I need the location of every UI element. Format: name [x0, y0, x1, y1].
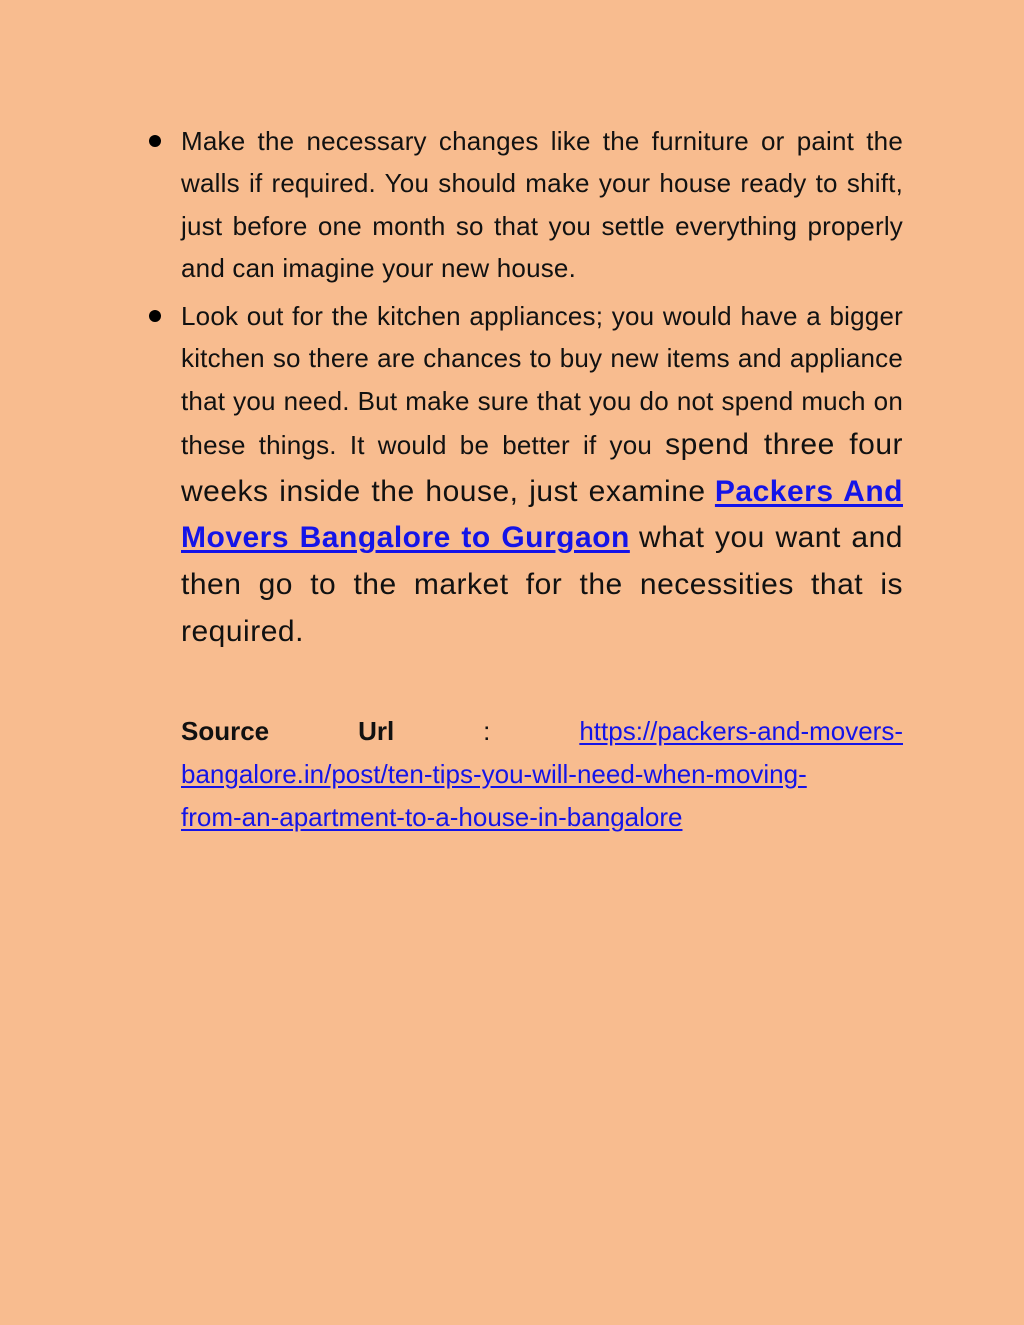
bullet-item-1 [181, 120, 903, 289]
bullet-dot-icon [149, 135, 161, 147]
source-separator: : [483, 715, 491, 746]
bullet-dot-icon [149, 310, 161, 322]
source-url-link-line-2[interactable]: bangalore.in/post/ten-tips-you-will-need-when-moving- [181, 758, 807, 789]
bullet-text-part-2: spend three four weeks inside the house, just examine [181, 428, 903, 508]
bullet-text: Make the necessary changes like the furniture or paint the walls if required. You should make your house ready to shift, just before one month so that you settle everything properly and can imagine your new house. [181, 126, 903, 283]
bullet-text-part-3: what you want and then go to the market for the necessities that is required. [181, 521, 903, 648]
url-label: Url [358, 715, 395, 746]
packers-movers-link[interactable]: Packers And Movers Bangalore to Gurgaon [181, 474, 903, 555]
source-url-link-line-1[interactable]: https://packers-and-movers- [579, 715, 903, 746]
source-label: Source [181, 715, 270, 746]
source-url-block [181, 710, 903, 839]
source-url-link-line-3[interactable]: from-an-apartment-to-a-house-in-bangalore [181, 801, 683, 832]
document-content [181, 120, 903, 839]
bullet-text-part-1: Look out for the kitchen appliances; you would have a bigger kitchen so there are chances to buy new items and appliance that you need. But make sure that you do not spend much on these things. It would be better if you [181, 301, 903, 461]
bullet-item-2 [181, 295, 903, 655]
source-url-header [181, 710, 903, 753]
